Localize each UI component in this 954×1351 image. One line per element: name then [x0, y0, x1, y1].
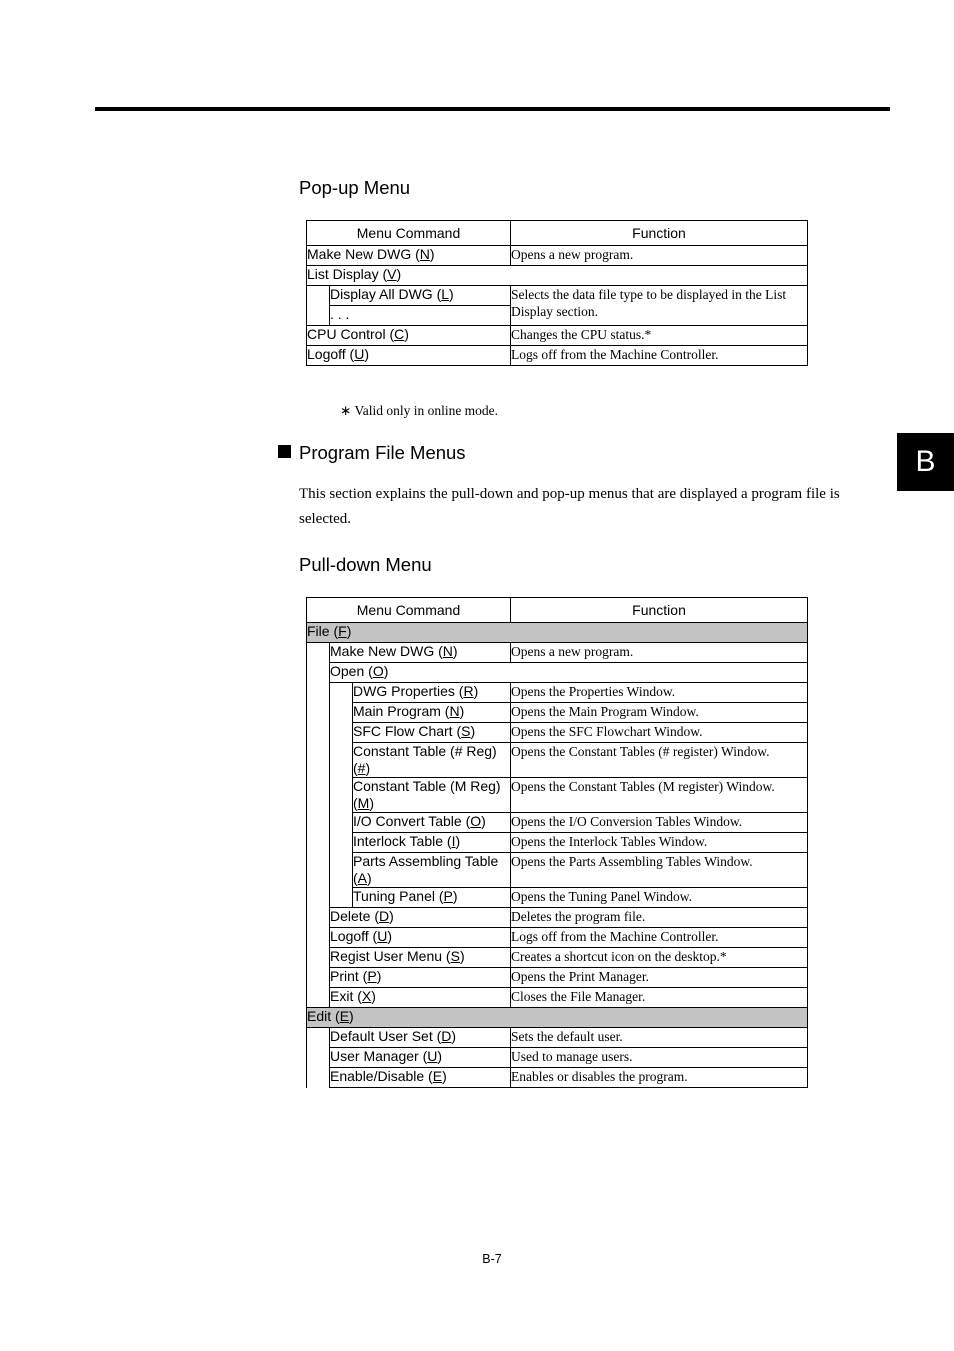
table-row: [307, 988, 808, 1008]
menu-command: Make New DWG (N): [330, 643, 511, 663]
table-row: [307, 1028, 808, 1048]
menu-function: Sets the default user.: [511, 1028, 808, 1048]
indent-cell: [307, 1028, 330, 1088]
footnote: ∗ Valid only in online mode.: [340, 403, 499, 418]
table-row: [307, 326, 808, 346]
table-row: [307, 968, 808, 988]
table-row: [307, 778, 808, 813]
column-header-function: Function: [511, 221, 808, 246]
table-row: [307, 1068, 808, 1088]
menu-command: Exit (X): [330, 988, 511, 1008]
menu-command: Display All DWG (L): [330, 286, 511, 306]
indent-cell: [307, 286, 330, 326]
menu-function: Opens the Constant Tables (# register) Window.: [511, 743, 808, 778]
menu-command: User Manager (U): [330, 1048, 511, 1068]
table-row: [307, 346, 808, 366]
menu-function: Enables or disables the program.: [511, 1068, 808, 1088]
menu-group-edit: Edit (E): [307, 1008, 808, 1028]
menu-command: . . .: [330, 306, 511, 326]
table-row: [307, 723, 808, 743]
menu-command: SFC Flow Chart (S): [353, 723, 511, 743]
menu-command: DWG Properties (R): [353, 683, 511, 703]
menu-function: Opens the Constant Tables (M register) Window.: [511, 778, 808, 813]
menu-command: Constant Table (# Reg) (#): [353, 743, 511, 778]
menu-command: Main Program (N): [353, 703, 511, 723]
menu-command: Logoff (U): [330, 928, 511, 948]
table-row: [307, 948, 808, 968]
pulldown-menu-heading: Pull-down Menu: [299, 554, 432, 575]
menu-function: Changes the CPU status.*: [511, 326, 808, 346]
menu-function: Opens the Parts Assembling Tables Window.: [511, 853, 808, 888]
square-bullet-icon: [278, 445, 291, 458]
menu-command: List Display (V): [307, 266, 808, 286]
menu-function: Opens the SFC Flowchart Window.: [511, 723, 808, 743]
menu-function: Logs off from the Machine Controller.: [511, 346, 808, 366]
section-heading: Program File Menus: [278, 442, 466, 464]
menu-command: CPU Control (C): [307, 326, 511, 346]
column-header-function: Function: [511, 598, 808, 623]
menu-command: Make New DWG (N): [307, 246, 511, 266]
table-row: [307, 623, 808, 643]
table-row: [307, 743, 808, 778]
menu-function: Opens the Tuning Panel Window.: [511, 888, 808, 908]
table-row: [307, 833, 808, 853]
indent-cell: [330, 683, 353, 908]
menu-group-file: File (F): [307, 623, 808, 643]
table-row: [307, 703, 808, 723]
menu-function: Opens a new program.: [511, 643, 808, 663]
indent-cell: [307, 643, 330, 1008]
popup-menu-heading: Pop-up Menu: [299, 177, 411, 198]
menu-command: Tuning Panel (P): [353, 888, 511, 908]
menu-function: Opens the Interlock Tables Window.: [511, 833, 808, 853]
table-row: [307, 908, 808, 928]
menu-function: Deletes the program file.: [511, 908, 808, 928]
menu-function: Opens the I/O Conversion Tables Window.: [511, 813, 808, 833]
table-row: [307, 683, 808, 703]
table-row: [307, 813, 808, 833]
table-row: [307, 888, 808, 908]
menu-command: Default User Set (D): [330, 1028, 511, 1048]
menu-command: Delete (D): [330, 908, 511, 928]
menu-command: Constant Table (M Reg) (M): [353, 778, 511, 813]
menu-function: Selects the data file type to be displayed in the List Display section.: [511, 286, 808, 326]
popup-menu-table: [306, 220, 808, 366]
menu-command: Open (O): [330, 663, 808, 683]
menu-function: Used to manage users.: [511, 1048, 808, 1068]
table-row: [307, 928, 808, 948]
table-row: [307, 1048, 808, 1068]
menu-command: Enable/Disable (E): [330, 1068, 511, 1088]
page-number: B-7: [482, 1252, 502, 1266]
section-paragraph: This section explains the pull-down and pop-up menus that are displayed a program file is selected.: [299, 486, 840, 527]
menu-command: Logoff (U): [307, 346, 511, 366]
menu-command: Print (P): [330, 968, 511, 988]
menu-command: Interlock Table (I): [353, 833, 511, 853]
table-row: [307, 246, 808, 266]
menu-command: Parts Assembling Table (A): [353, 853, 511, 888]
menu-function: Creates a shortcut icon on the desktop.*: [511, 948, 808, 968]
menu-function: Opens a new program.: [511, 246, 808, 266]
table-row: [307, 286, 808, 306]
table-row: [307, 643, 808, 663]
column-header-command: Menu Command: [307, 221, 511, 246]
menu-function: Opens the Main Program Window.: [511, 703, 808, 723]
menu-function: Logs off from the Machine Controller.: [511, 928, 808, 948]
appendix-tab: B: [897, 433, 954, 491]
header-rule: [95, 107, 890, 111]
column-header-command: Menu Command: [307, 598, 511, 623]
table-row: [307, 853, 808, 888]
menu-function: Opens the Print Manager.: [511, 968, 808, 988]
table-row: [307, 1008, 808, 1028]
menu-function: Closes the File Manager.: [511, 988, 808, 1008]
menu-command: Regist User Menu (S): [330, 948, 511, 968]
pulldown-menu-table: [306, 597, 808, 1088]
table-row: [307, 266, 808, 286]
menu-function: Opens the Properties Window.: [511, 683, 808, 703]
menu-command: I/O Convert Table (O): [353, 813, 511, 833]
table-row: [307, 663, 808, 683]
